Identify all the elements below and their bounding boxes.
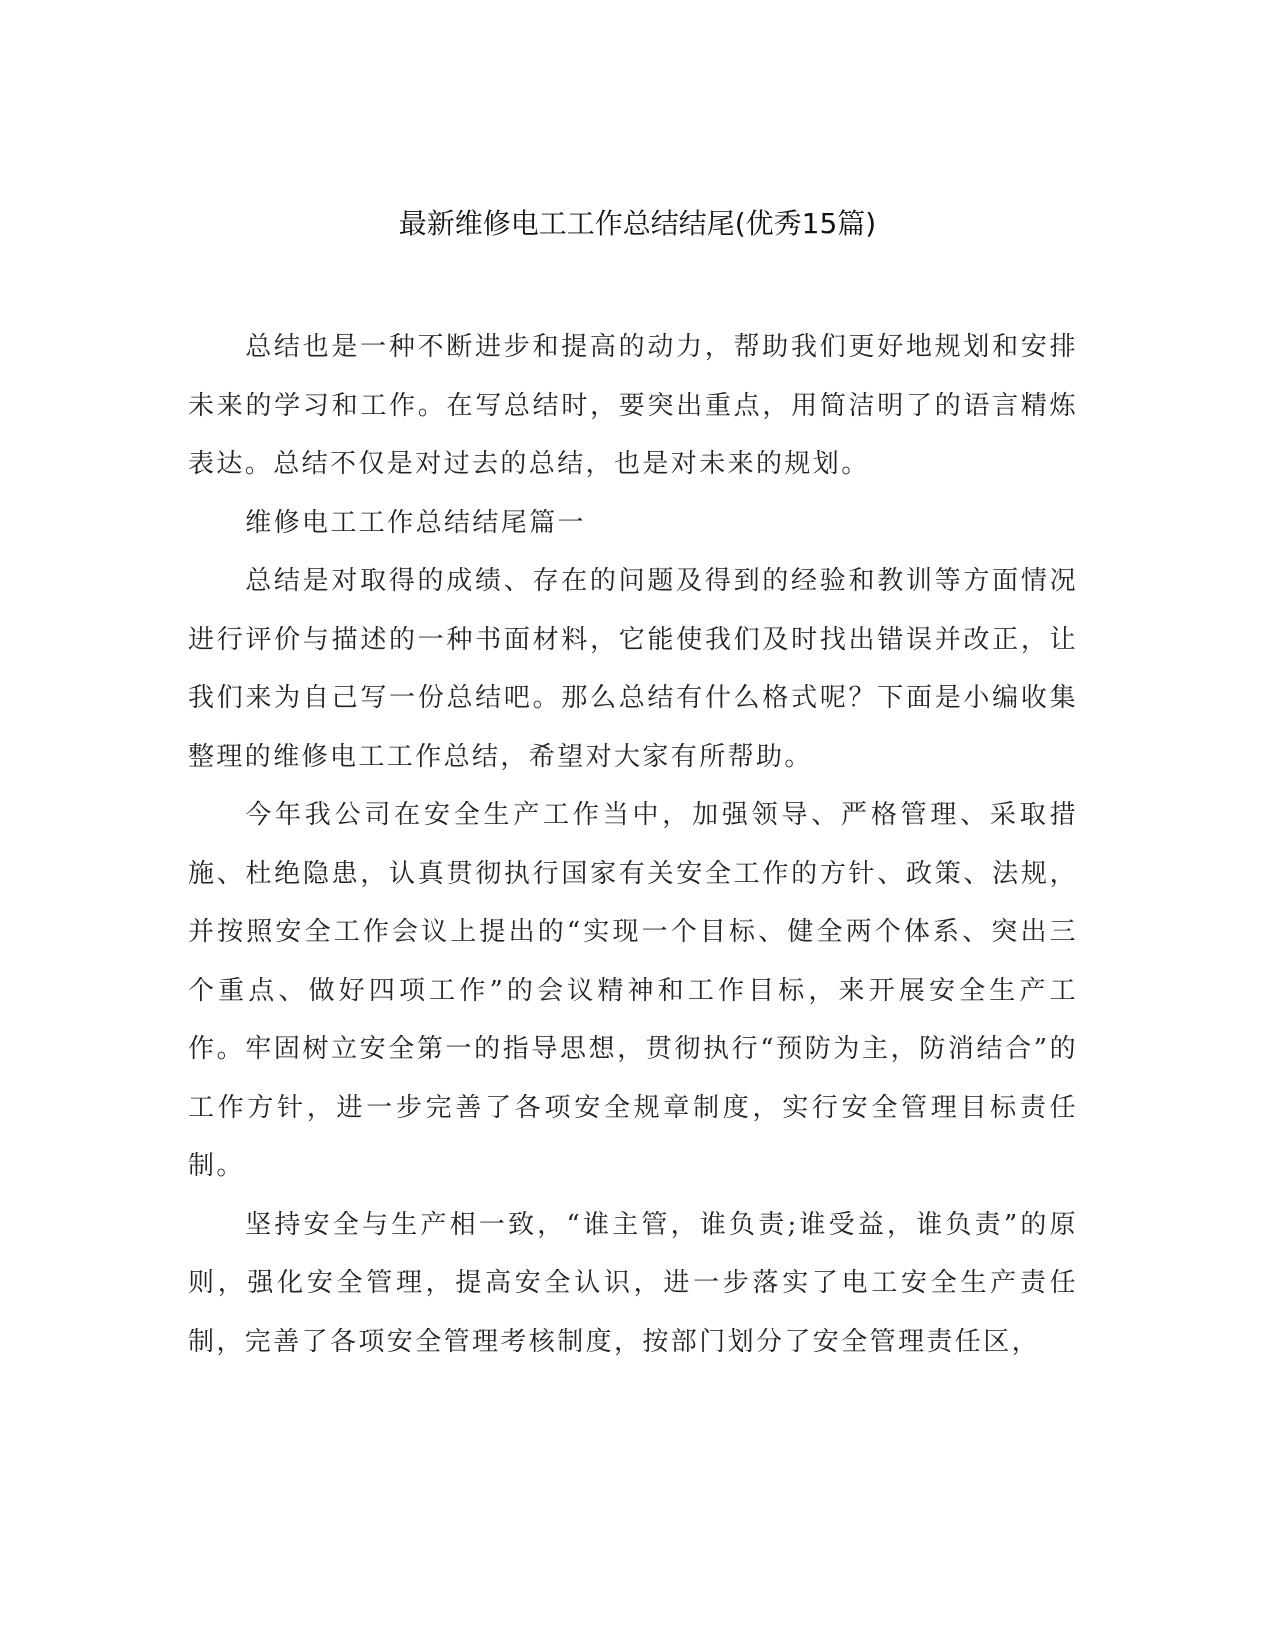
document-body — [188, 318, 1078, 1371]
section-heading: 维修电工工作总结结尾篇一 — [245, 507, 586, 538]
paragraph-responsibility: 坚持安全与生产相一致，“谁主管，谁负责;谁受益，谁负责”的原则，强化安全管理，提高安全认识，进一步落实了电工安全生产责任制，完善了各项安全管理考核制度，按部门划分了安全管理责任区， — [188, 1209, 1078, 1357]
paragraph-definition: 总结是对取得的成绩、存在的问题及得到的经验和教训等方面情况进行评价与描述的一种书面材料，它能使我们及时找出错误并改正，让我们来为自己写一份总结吧。那么总结有什么格式呢？下面是小编收集整理的维修电工工作总结，希望对大家有所帮助。 — [188, 566, 1078, 772]
document-title: 最新维修电工工作总结结尾(优秀15篇) — [398, 207, 877, 240]
paragraph-intro: 总结也是一种不断进步和提高的动力，帮助我们更好地规划和安排未来的学习和工作。在写总结时，要突出重点，用简洁明了的语言精炼表达。总结不仅是对过去的总结，也是对未来的规划。 — [188, 332, 1078, 479]
paragraph-safety-work: 今年我公司在安全生产工作当中，加强领导、严格管理、采取措施、杜绝隐患，认真贯彻执行国家有关安全工作的方针、政策、法规，并按照安全工作会议上提出的“实现一个目标、健全两个体系、突出三个重点、做好四项工作”的会议精神和工作目标，来开展安全生产工作。牢固树立安全第一的指导思想，贯彻执行“预防为主，防消结合”的工作方针，进一步完善了各项安全规章制度，实行安全管理目标责任制。 — [188, 800, 1078, 1181]
